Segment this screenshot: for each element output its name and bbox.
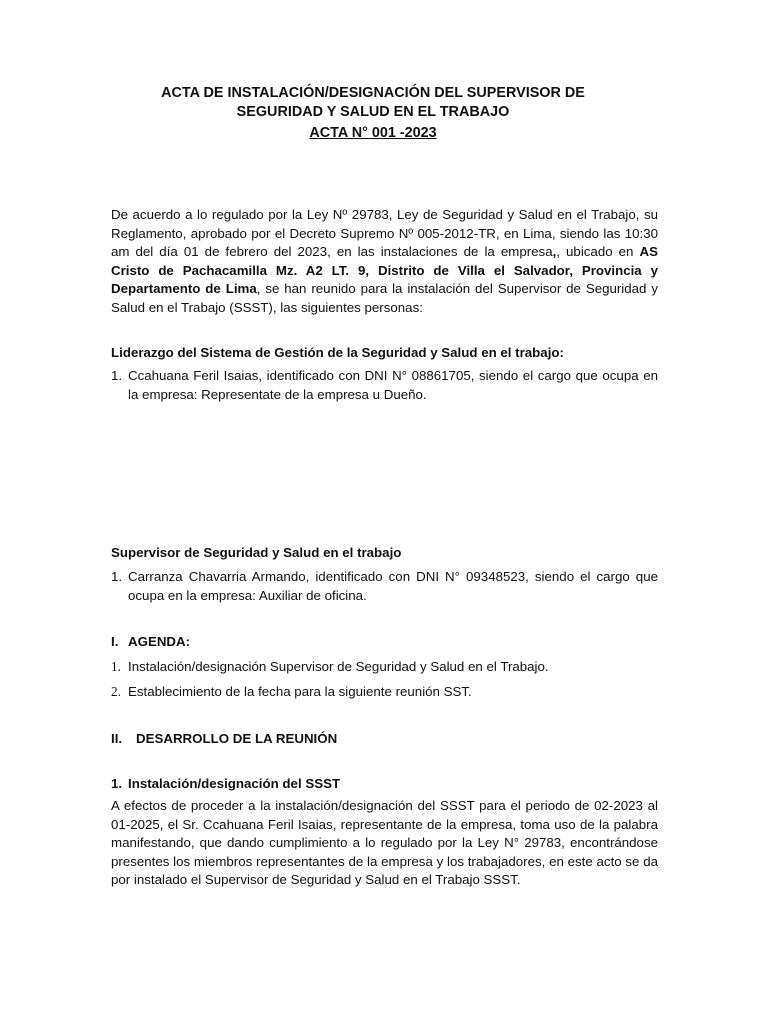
acta-number: ACTA N° 001 -2023 [309, 125, 437, 141]
agenda-item [111, 683, 658, 702]
list-number: 2. [111, 684, 121, 699]
supervisor-heading: Supervisor de Seguridad y Salud en el trabajo [111, 545, 402, 560]
section-number: II. [111, 731, 123, 746]
intro-paragraph [111, 206, 658, 317]
intro-text-1: De acuerdo a lo regulado por la Ley Nº 29783, Ley de Seguridad y Salud en el Trabajo, su Reglamento, aprobado por el Decreto Supremo Nº 005-2012-TR, en Lima, siendo las 10:30 am del día 01 de febrero del 2023, en las instalaciones de la empresa [111, 207, 658, 259]
subsection-number: 1. [111, 776, 123, 791]
agenda-heading [111, 634, 190, 649]
list-number: 1. [111, 569, 123, 584]
list-text: Carranza Chavarria Armando, identificado con DNI N° 09348523, siendo el cargo que ocupa en la empresa: Auxiliar de oficina. [128, 569, 658, 603]
development-paragraph: A efectos de proceder a la instalación/designación del SSST para el periodo de 02-2023 al 01-2025, el Sr. Ccahuana Feril Isaias, representante de la empresa, toma uso de la palabra manifestando, que dando cumplimiento a lo regulado por la Ley N° 29783, encontrándose presentes los miembros representantes de la empresa y los trabajadores, en este acto se da por instalado el Supervisor de Seguridad y Salud en el Trabajo SSST. [111, 798, 658, 887]
supervisor-item [111, 568, 658, 605]
intro-text-3: , se han reunido para la instalación del Supervisor de Seguridad y Salud en el Trabajo (SSST), las siguientes personas: [111, 281, 658, 315]
list-text: Ccahuana Feril Isaias, identificado con DNI N° 08861705, siendo el cargo que ocupa en la empresa: Representate de la empresa u Dueño. [128, 368, 658, 402]
list-number: 1. [111, 368, 123, 383]
list-text: Instalación/designación Supervisor de Seguridad y Salud en el Trabajo. [128, 659, 549, 674]
agenda-item [111, 658, 658, 677]
subsection-title: Instalación/designación del SSST [128, 776, 341, 791]
development-heading [111, 731, 337, 746]
section-title: AGENDA: [128, 634, 191, 649]
title-line-2: SEGURIDAD Y SALUD EN EL TRABAJO [236, 104, 510, 120]
section-number: I. [111, 634, 119, 649]
title-line-1: ACTA DE INSTALACIÓN/DESIGNACIÓN DEL SUPERVISOR DE [161, 85, 585, 101]
subsection-heading [111, 776, 340, 791]
leadership-heading: Liderazgo del Sistema de Gestión de la Seguridad y Salud en el trabajo: [111, 345, 564, 360]
list-number: 1. [111, 659, 121, 674]
list-text: Establecimiento de la fecha para la siguiente reunión SST. [128, 684, 472, 699]
intro-comma: , [552, 244, 557, 259]
document-title [100, 84, 646, 122]
section-title: DESARROLLO DE LA REUNIÓN [136, 731, 338, 746]
intro-text-2: , ubicado en [556, 244, 640, 259]
leadership-item [111, 367, 658, 404]
company-address: AS Cristo de Pachacamilla Mz. A2 LT. 9, Distrito de Villa el Salvador, Provincia y Departamento de Lima [111, 244, 658, 296]
